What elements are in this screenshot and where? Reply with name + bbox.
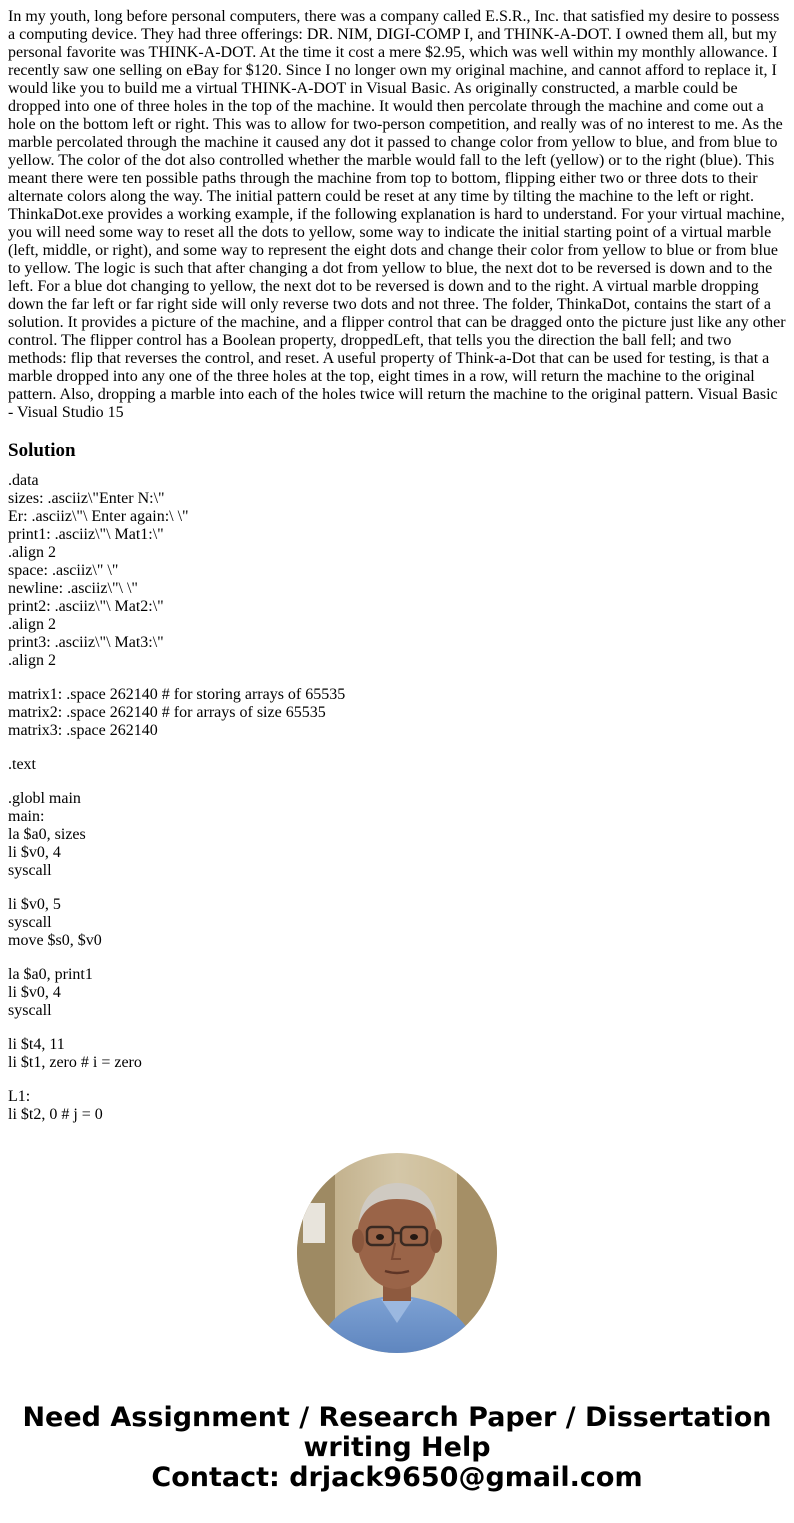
code-line: li $t4, 11 bbox=[8, 1036, 65, 1053]
code-block bbox=[8, 896, 786, 950]
code-line: space: .asciiz\" \" bbox=[8, 562, 119, 579]
code-line: Er: .asciiz\"\ Enter again:\ \" bbox=[8, 508, 189, 525]
code-line: li $v0, 5 bbox=[8, 896, 61, 913]
code-block bbox=[8, 1088, 786, 1123]
question-text: In my youth, long before personal computers, there was a company called E.S.R., Inc. that satisfied my desire to possess a computing device. They had three offerings: DR. NIM, DIGI-COMP I, and THINK-A-DOT. I owned them all, but my personal favorite was THINK-A-DOT. At the time it cost a mere $2.95, which was well within my monthly allowance. I recently saw one selling on eBay for $120. Since I no longer own my original machine, and cannot afford to replace it, I would like you to build me a virtual THINK-A-DOT in Visual Basic. As originally constructed, a marble could be dropped into one of three holes in the top of the machine. It would then percolate through the machine and come out a hole on the bottom left or right. This was to allow for two-person competition, and really was of no interest to me. As the marble percolated through the machine it caused any dot it passed to change color from yellow to blue, and from blue to yellow. The color of the dot also controlled whether the marble would fall to the left (yellow) or to the right (blue). This meant there were ten possible paths through the machine from top to bottom, flipping either two or three dots to their alternate colors along the way. The initial pattern could be reset at any time by tilting the machine to the left or right. ThinkaDot.exe provides a working example, if the following explanation is hard to understand. For your virtual machine, you will need some way to reset all the dots to yellow, some way to indicate the initial starting point of a virtual marble (left, middle, or right), and some way to represent the eight dots and change their color from yellow to blue or from blue to yellow. The logic is such that after changing a dot from yellow to blue, the next dot to be reversed is down and to the left. For a blue dot changing to yellow, the next dot to be reversed is down and to the right. A virtual marble dropping down the far left or far right side will only reverse two dots and not three. The folder, ThinkaDot, contains the start of a solution. It provides a picture of the machine, and a flipper control that can be dragged onto the picture just like any other control. The flipper control has a Boolean property, droppedLeft, that tells you the direction the ball fell; and two methods: flip that reverses the control, and reset. A useful property of Think-a-Dot that can be used for testing, is that a marble dropped into any one of the three holes at the top, eight times in a row, will return the machine to the original pattern. Also, dropping a marble into each of the holes twice will return the machine to the original pattern. Visual Basic - Visual Studio 15 bbox=[8, 8, 786, 421]
code-line: print1: .asciiz\"\ Mat1:\" bbox=[8, 526, 164, 543]
footer-line-1: Need Assignment / Research Paper / Dissertation bbox=[22, 1402, 772, 1433]
code-line: matrix1: .space 262140 # for storing arrays of 65535 bbox=[8, 686, 346, 703]
code-line: li $t2, 0 # j = 0 bbox=[8, 1106, 103, 1123]
code-line: .text bbox=[8, 756, 36, 773]
code-line: syscall bbox=[8, 862, 52, 879]
code-line: la $a0, print1 bbox=[8, 966, 93, 983]
code-line: sizes: .asciiz\"Enter N:\" bbox=[8, 490, 165, 507]
code-block bbox=[8, 472, 786, 670]
code-line: matrix3: .space 262140 bbox=[8, 722, 158, 739]
code-line: L1: bbox=[8, 1088, 31, 1105]
footer-line-2: writing Help bbox=[303, 1432, 491, 1463]
article-content bbox=[8, 8, 786, 1123]
code-block bbox=[8, 1036, 786, 1072]
code-line: .align 2 bbox=[8, 652, 56, 669]
code-line: newline: .asciiz\"\ \" bbox=[8, 580, 138, 597]
code-line: li $v0, 4 bbox=[8, 844, 61, 861]
code-block bbox=[8, 790, 786, 880]
code-block bbox=[8, 966, 786, 1020]
code-line: .align 2 bbox=[8, 616, 56, 633]
code-line: .align 2 bbox=[8, 544, 56, 561]
author-avatar bbox=[297, 1153, 497, 1353]
code-line: syscall bbox=[8, 914, 52, 931]
code-line: li $t1, zero # i = zero bbox=[8, 1054, 142, 1071]
code-line: matrix2: .space 262140 # for arrays of size 65535 bbox=[8, 704, 326, 721]
code-block bbox=[8, 756, 786, 774]
author-portrait-image bbox=[297, 1153, 497, 1353]
footer-banner bbox=[0, 1403, 794, 1493]
code-line: print2: .asciiz\"\ Mat2:\" bbox=[8, 598, 164, 615]
code-line: syscall bbox=[8, 1002, 52, 1019]
code-line: .globl main bbox=[8, 790, 81, 807]
code-line: print3: .asciiz\"\ Mat3:\" bbox=[8, 634, 164, 651]
solution-code bbox=[8, 472, 786, 1123]
code-block bbox=[8, 686, 786, 740]
code-line: .data bbox=[8, 472, 39, 489]
code-line: li $v0, 4 bbox=[8, 984, 61, 1001]
solution-heading: Solution bbox=[8, 440, 76, 461]
footer-contact: Contact: drjack9650@gmail.com bbox=[151, 1462, 643, 1493]
code-line: main: bbox=[8, 808, 45, 825]
code-line: move $s0, $v0 bbox=[8, 932, 102, 949]
code-line: la $a0, sizes bbox=[8, 826, 86, 843]
